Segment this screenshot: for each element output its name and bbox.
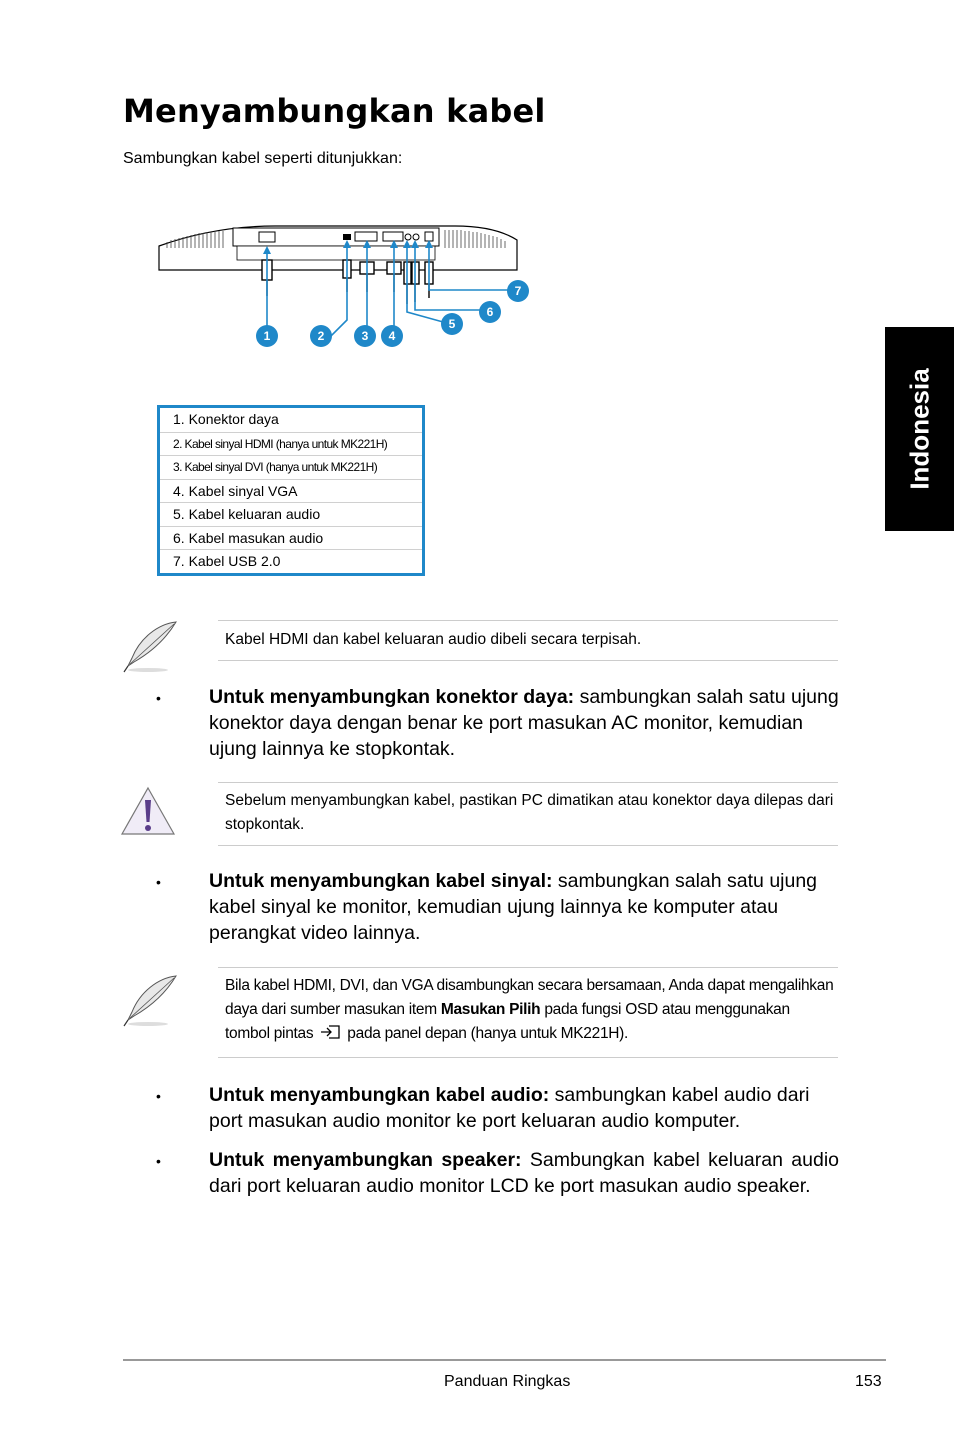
svg-text:6: 6 bbox=[486, 305, 494, 319]
bullet-heading: Untuk menyambungkan konektor daya: bbox=[209, 686, 575, 708]
cable-legend-row: 7. Kabel USB 2.0 bbox=[160, 549, 422, 573]
bullet-marker: • bbox=[156, 874, 161, 890]
monitor-rear-panel-diagram bbox=[155, 218, 535, 358]
feather-pen-icon bbox=[118, 972, 180, 1028]
cable-legend-row: 6. Kabel masukan audio bbox=[160, 526, 422, 550]
bullet-signal bbox=[209, 868, 839, 946]
svg-text:3: 3 bbox=[361, 329, 369, 343]
note-box bbox=[218, 620, 838, 661]
callout-2 bbox=[310, 325, 332, 347]
svg-text:4: 4 bbox=[388, 329, 396, 343]
cable-legend-row: 2. Kabel sinyal HDMI (hanya untuk MK221H) bbox=[160, 432, 422, 456]
svg-text:2: 2 bbox=[317, 329, 325, 343]
svg-text:7: 7 bbox=[514, 284, 522, 298]
audio-out-port bbox=[405, 234, 411, 240]
audio-in-port bbox=[413, 234, 419, 240]
hdmi-port bbox=[343, 234, 351, 240]
feather-pen-icon bbox=[118, 618, 180, 674]
callout-7 bbox=[507, 280, 529, 302]
callout-6 bbox=[479, 301, 501, 323]
warning-text: Sebelum menyambungkan kabel, pastikan PC dimatikan atau konektor daya dilepas dari stopkontak. bbox=[225, 792, 834, 833]
cable-legend-row: 5. Kabel keluaran audio bbox=[160, 502, 422, 526]
bullet-heading: Untuk menyambungkan speaker: bbox=[209, 1149, 522, 1171]
note-text: Bila kabel HDMI, DVI, dan VGA disambungkan secara bersamaan, Anda dapat mengalihkan daya dari sumber masukan item bbox=[225, 977, 834, 1018]
bullet-text: sambungkan salah satu ujung kabel sinyal ke monitor, kemudian ujung lainnya ke komputer atau perangkat video lainnya. bbox=[209, 870, 818, 944]
bullet-text: Sambungkan kabel keluaran audio dari port keluaran audio monitor LCD ke port masukan audio speaker. bbox=[209, 1149, 840, 1197]
warning-triangle-icon bbox=[118, 784, 178, 840]
language-label: Indonesia bbox=[904, 368, 934, 490]
cable-legend-row: 3. Kabel sinyal DVI (hanya untuk MK221H) bbox=[160, 455, 422, 479]
ac-port bbox=[259, 232, 275, 242]
bullet-power bbox=[209, 684, 839, 762]
intro-text: Sambungkan kabel seperti ditunjukkan: bbox=[123, 150, 403, 167]
callout-4 bbox=[381, 325, 403, 347]
page-number: 153 bbox=[855, 1373, 882, 1390]
callout-1 bbox=[256, 325, 278, 347]
cable-legend-table bbox=[157, 405, 425, 576]
bullet-speaker bbox=[209, 1147, 839, 1199]
note-text: Kabel HDMI dan kabel keluaran audio dibeli secara terpisah. bbox=[225, 631, 642, 648]
footer-rule bbox=[123, 1359, 886, 1361]
vga-port bbox=[383, 232, 403, 241]
note-text: pada panel depan (hanya untuk MK221H). bbox=[343, 1025, 629, 1042]
cable-legend-row: 1. Konektor daya bbox=[173, 411, 279, 427]
bullet-text: sambungkan kabel audio dari port masukan audio monitor ke port keluaran audio komputer. bbox=[209, 1084, 810, 1132]
bullet-heading: Untuk menyambungkan kabel sinyal: bbox=[209, 870, 553, 892]
note-box-osd bbox=[218, 967, 838, 1058]
input-select-icon bbox=[317, 1024, 343, 1040]
left-vent-grille bbox=[167, 231, 223, 248]
bullet-marker: • bbox=[156, 1153, 161, 1169]
svg-text:1: 1 bbox=[263, 329, 271, 343]
osd-item-name: Masukan Pilih bbox=[440, 1001, 541, 1018]
note-text: pada fungsi OSD atau menggunakan tombol pintas bbox=[225, 1001, 790, 1042]
footer-label: Panduan Ringkas bbox=[444, 1373, 571, 1390]
cable-legend-row: 4. Kabel sinyal VGA bbox=[160, 479, 422, 503]
bullet-text: sambungkan salah satu ujung konektor daya dengan benar ke port masukan AC monitor, kemudian ujung lainnya ke stopkontak. bbox=[209, 686, 839, 760]
language-side-tab bbox=[885, 327, 954, 531]
svg-text:5: 5 bbox=[448, 317, 456, 331]
warning-box bbox=[218, 782, 838, 846]
callout-3 bbox=[354, 325, 376, 347]
page-title: Menyambungkan kabel bbox=[123, 92, 546, 130]
callout-5 bbox=[441, 313, 463, 335]
bullet-heading: Untuk menyambungkan kabel audio: bbox=[209, 1084, 550, 1106]
usb-port bbox=[425, 232, 433, 241]
bullet-marker: • bbox=[156, 1088, 161, 1104]
bullet-audio bbox=[209, 1082, 839, 1134]
bullet-marker: • bbox=[156, 690, 161, 706]
dvi-port bbox=[355, 232, 377, 241]
